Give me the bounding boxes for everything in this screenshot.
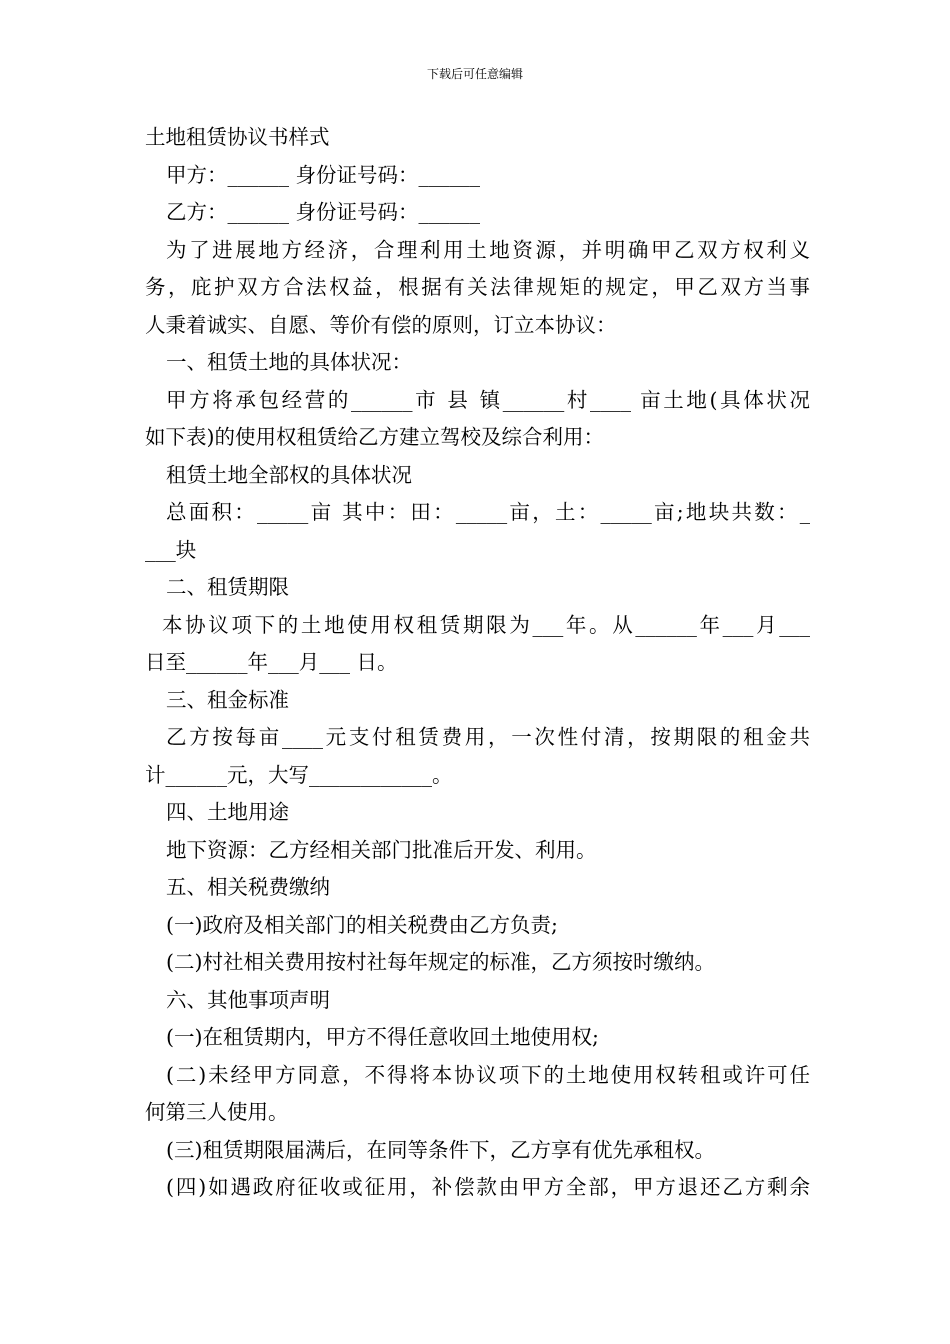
section-heading-2: 二、租赁期限 bbox=[166, 575, 289, 599]
section-heading-4: 四、土地用途 bbox=[166, 800, 289, 824]
section-heading-6: 六、其他事项声明 bbox=[166, 987, 330, 1012]
tax-item-2: (二)村社相关费用按村社每年规定的标准，乙方须按时缴纳。 bbox=[166, 950, 715, 974]
document-title: 土地租赁协议书样式 bbox=[145, 125, 330, 149]
party-b-line: 乙方：______ 身份证号码：______ bbox=[166, 200, 481, 224]
tax-item-1: (一)政府及相关部门的相关税费由乙方负责; bbox=[166, 912, 558, 937]
land-ownership-line: 租赁土地全部权的具体状况 bbox=[166, 462, 412, 487]
other-item-2-line-2: 何第三人使用。 bbox=[145, 1100, 289, 1124]
total-area-line-2: ___块 bbox=[145, 537, 197, 562]
term-line-2: 日至______年___月___ 日。 bbox=[145, 650, 398, 674]
section-heading-5: 五、相关税费缴纳 bbox=[166, 875, 330, 899]
preamble-line-1: 为了进展地方经济，合理利用土地资源，并明确甲乙双方权利义 bbox=[166, 237, 810, 262]
section-heading-1: 一、租赁土地的具体状况： bbox=[166, 350, 412, 374]
other-item-4-line-1: (四)如遇政府征收或征用，补偿款由甲方全部，甲方退还乙方剩余 bbox=[166, 1175, 810, 1199]
land-use-line: 地下资源：乙方经相关部门批准后开发、利用。 bbox=[166, 837, 597, 862]
preamble-line-3: 人秉着诚实、自愿、等价有偿的原则，订立本协议： bbox=[145, 312, 617, 337]
document-body bbox=[145, 119, 810, 1207]
party-a-line: 甲方：______ 身份证号码：______ bbox=[166, 162, 481, 187]
page-header: 下载后可任意编辑 bbox=[426, 67, 523, 81]
rent-line-1: 乙方按每亩____元支付租赁费用，一次性付清，按期限的租金共 bbox=[166, 725, 810, 749]
rent-line-2: 计______元，大写____________。 bbox=[145, 762, 453, 787]
other-item-3: (三)租赁期限届满后，在同等条件下，乙方享有优先承租权。 bbox=[166, 1137, 715, 1162]
other-item-1: (一)在租赁期内，甲方不得任意收回土地使用权; bbox=[166, 1025, 599, 1049]
land-description-line-2: 如下表)的使用权租赁给乙方建立驾校及综合利用： bbox=[145, 425, 604, 449]
preamble-line-2: 务，庇护双方合法权益，根据有关法律规矩的规定，甲乙双方当事 bbox=[145, 275, 810, 299]
other-item-2-line-1: (二)未经甲方同意，不得将本协议项下的土地使用权转租或许可任 bbox=[166, 1062, 810, 1087]
term-line-1: 本协议项下的土地使用权租赁期限为___年。从______年___月___ bbox=[162, 612, 810, 637]
land-description-line-1: 甲方将承包经营的______市 县 镇______村____ 亩土地(具体状况 bbox=[166, 387, 810, 412]
total-area-line-1: 总面积：_____亩 其中：田：_____亩，土：_____亩;地块共数：_ bbox=[166, 500, 810, 524]
section-heading-3: 三、租金标准 bbox=[166, 687, 289, 712]
